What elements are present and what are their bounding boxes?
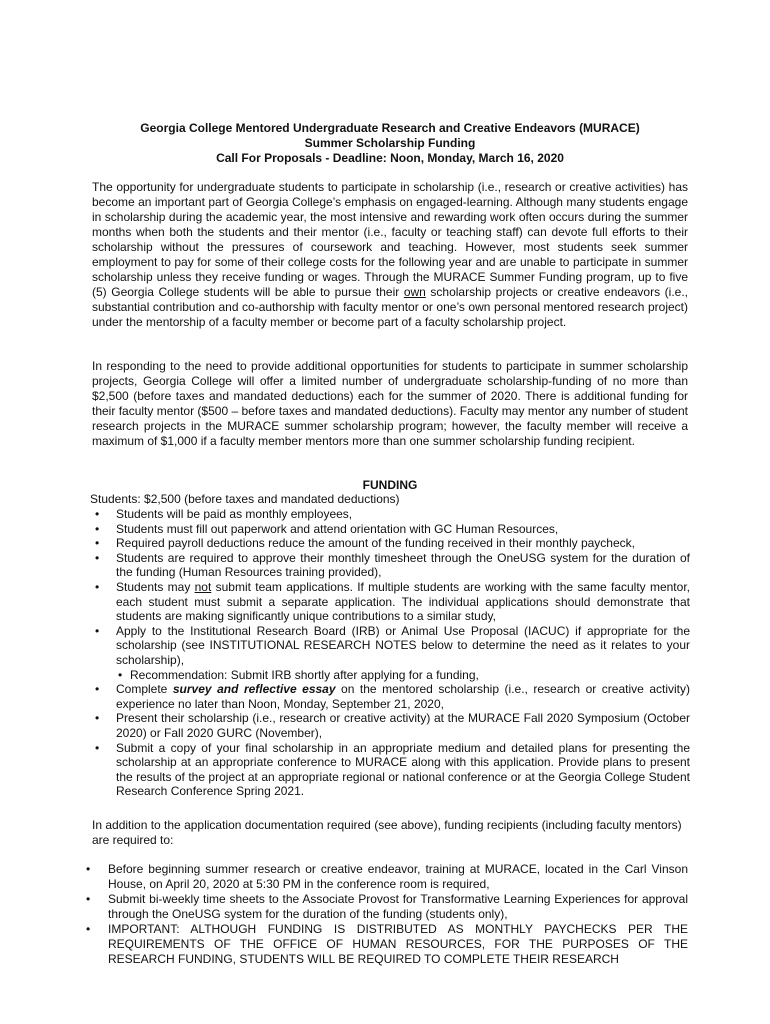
list-item	[92, 624, 690, 682]
list-item	[92, 580, 690, 624]
funding-heading: FUNDING	[362, 478, 418, 492]
students-funding-line: Students: $2,500 (before taxes and mandated deductions)	[90, 492, 400, 506]
list-item-underlined: not	[194, 579, 212, 594]
list-item: • Submit a copy of your final scholarship in an appropriate medium and detailed plans for presenting the scholarship at an appropriate conference to MURACE along with this application. Provide plans to present the results of the project at an appropriate regional or national conference or at the Georgia College Student Research Conference Spring 2021.	[92, 741, 690, 799]
title-line-program: Georgia College Mentored Undergraduate Research and Creative Endeavors (MURACE)	[140, 121, 640, 135]
title-line-funding: Summer Scholarship Funding	[304, 136, 476, 150]
requirements-intro: In addition to the application documentation required (see above), funding recipients (including faculty mentors) are required to:	[92, 818, 682, 847]
list-item-text-b: submit team applications. If multiple students are working with the same faculty mentor, each student must submit a separate application. The individual applications should demonstrate that students are making significantly unique contributions to a similar study,	[116, 579, 690, 624]
list-item-text-b: on the mentored scholarship (i.e., research or creative activity) experience no later than Noon, Monday, September 21, 2020,	[116, 682, 690, 711]
recipient-requirements-list	[84, 862, 688, 967]
list-item: • Students must fill out paperwork and attend orientation with GC Human Resources,	[92, 522, 690, 537]
document-title	[92, 121, 688, 166]
title-line-deadline: Call For Proposals - Deadline: Noon, Monday, March 16, 2020	[216, 151, 564, 165]
funding-requirements-list	[92, 507, 690, 799]
list-item	[92, 682, 690, 711]
list-item: • Required payroll deductions reduce the amount of the funding received in their monthly paycheck,	[92, 536, 690, 551]
intro-paragraph-2: In responding to the need to provide additional opportunities for students to participate in summer scholarship projects, Georgia College will offer a limited number of undergraduate scholarship-funding of no more than $2,500 (before taxes and mandated deductions) each for the summer of 2020. There is additional funding for their faculty mentor ($500 – before taxes and mandated deductions). Faculty may mentor any number of student research projects in the MURACE summer scholarship program; however, the faculty member will receive a maximum of $1,000 if a faculty member mentors more than one summer scholarship funding recipient.	[92, 359, 688, 448]
list-item: • IMPORTANT: ALTHOUGH FUNDING IS DISTRIBUTED AS MONTHLY PAYCHECKS PER THE REQUIREMENTS OF THE OFFICE OF HUMAN RESOURCES, FOR THE PURPOSES OF THE RESEARCH FUNDING, STUDENTS WILL BE REQUIRED TO COMPLETE THEIR RESEARCH	[84, 922, 688, 967]
list-item: • Present their scholarship (i.e., research or creative activity) at the MURACE Fall 2020 Symposium (October 2020) or Fall 2020 GURC (November),	[92, 711, 690, 740]
list-item-text-a: Students may	[116, 579, 195, 594]
intro-p1-underlined: own	[403, 285, 426, 299]
intro-p1-text-a: The opportunity for undergraduate students to participate in scholarship (i.e., research or creative activities) has become an important part of Georgia College’s emphasis on engaged-learning. Although many students engage in scholarship during the academic year, the most intensive and rewarding work often occurs during the summer months when both the students and their mentor (i.e., faculty or teaching staff) can devote full efforts to their scholarship without the pressures of coursework and teaching. However, most students seek summer employment to pay for some of their college costs for the following year and are unable to participate in summer scholarship unless they receive funding or wages. Through the MURACE Summer Funding program, up to five (5) Georgia College students will be able to pursue their	[92, 180, 688, 299]
list-item: • Before beginning summer research or creative endeavor, training at MURACE, located in the Carl Vinson House, on April 20, 2020 at 5:30 PM in the conference room is required,	[84, 862, 688, 892]
sub-list-item: • Recommendation: Submit IRB shortly after applying for a funding,	[116, 668, 690, 683]
list-item: • Submit bi-weekly time sheets to the Associate Provost for Transformative Learning Experiences for approval through the OneUSG system for the duration of the funding (students only),	[84, 892, 688, 922]
list-item: • Students will be paid as monthly employees,	[92, 507, 690, 522]
list-item-text-a: Complete	[116, 682, 173, 697]
list-item: • Students are required to approve their monthly timesheet through the OneUSG system for the duration of the funding (Human Resources training provided),	[92, 551, 690, 580]
list-item-emphasis: survey and reflective essay	[172, 682, 336, 697]
intro-paragraph-1	[92, 180, 688, 330]
intro-p1-text-b: scholarship projects or creative endeavors (i.e., substantial contribution and co-authorship with faculty mentor or one’s own personal mentored research project) under the mentorship of a faculty member or become part of a faculty scholarship project.	[92, 285, 688, 329]
list-item-text: Apply to the Institutional Research Board (IRB) or Animal Use Proposal (IACUC) if appropriate for the scholarship (see INSTITUTIONAL RESEARCH NOTES below to determine the need as it relates to your scholarship),	[116, 623, 690, 667]
